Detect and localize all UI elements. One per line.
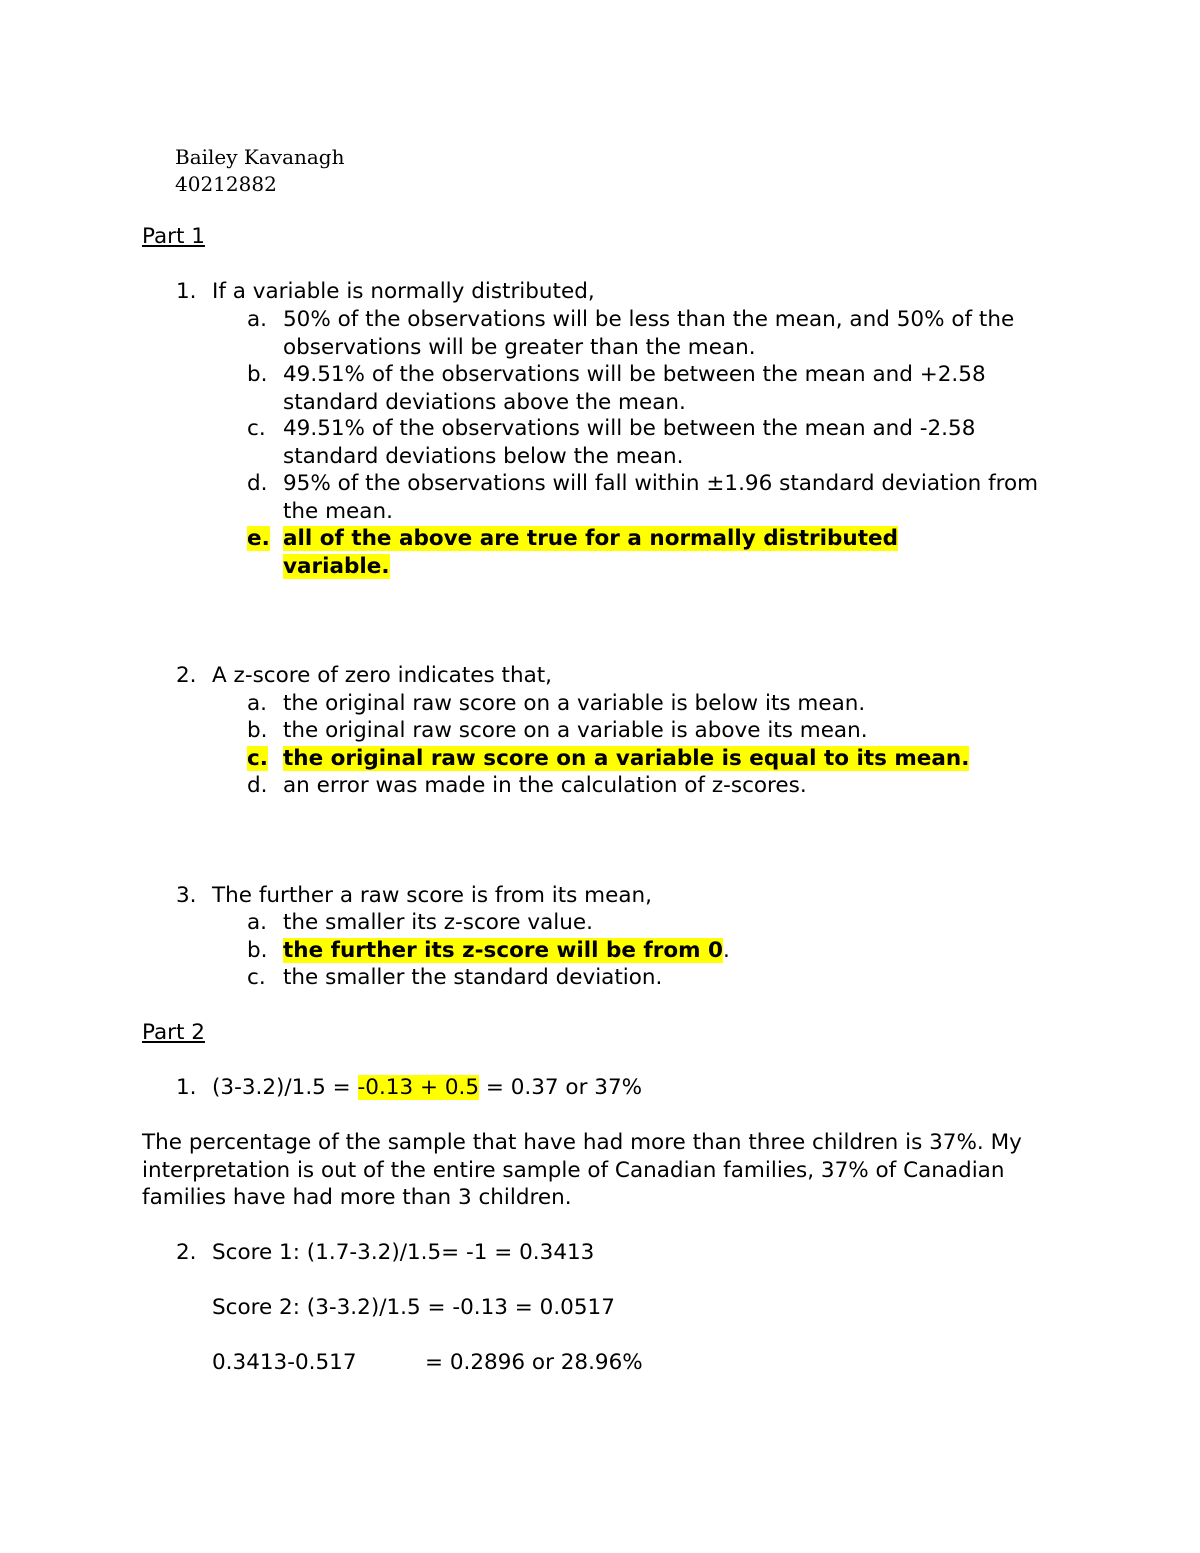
p2-interpretation: The percentage of the sample that have had more than three children is 37%. My interpretation is out of the entire sample of Canadian families, 37% of Canadian families have had more than 3 children.: [142, 1130, 1022, 1210]
p1-q3-option-text: the smaller the standard deviation.: [283, 965, 663, 990]
p1-q3-option-letter: c.: [247, 965, 266, 990]
p1-q2-number: 2.: [176, 663, 197, 688]
p1-q3-option-letter: a.: [247, 910, 268, 935]
p1-q2-option-letter: b.: [247, 718, 268, 743]
p1-q1-option-text: 49.51% of the observations will be between the mean and +2.58 standard deviations above the mean.: [283, 362, 986, 415]
p1-q3-number: 3.: [176, 883, 197, 908]
p1-q2-stem: A z-score of zero indicates that,: [212, 663, 553, 688]
p1-q2-answer-text: the original raw score on a variable is equal to its mean.: [283, 746, 970, 771]
p1-q1-stem: If a variable is normally distributed,: [212, 279, 595, 304]
p1-q1-option-letter: a.: [247, 307, 268, 332]
author-name: Bailey Kavanagh: [175, 145, 345, 169]
p1-q1-number: 1.: [176, 279, 197, 304]
p2-q2-difference-left: 0.3413-0.517: [212, 1350, 357, 1375]
p1-q1-option-letter: d.: [247, 471, 268, 496]
p1-q2-option-text: the original raw score on a variable is above its mean.: [283, 718, 868, 743]
p2-q2-difference-right: = 0.2896 or 28.96%: [425, 1350, 643, 1375]
student-id: 40212882: [175, 172, 277, 196]
part1-heading: Part 1: [142, 224, 205, 249]
p1-q1-option-text: 50% of the observations will be less than the mean, and 50% of the observations will be greater than the mean.: [283, 307, 1015, 360]
p1-q1-answer-letter: e.: [247, 526, 270, 551]
p2-q2-score2: Score 2: (3-3.2)/1.5 = -0.13 = 0.0517: [212, 1295, 615, 1320]
p1-q3-answer-text: the further its z-score will be from 0.: [283, 938, 730, 963]
p1-q1-option-text: 49.51% of the observations will be between the mean and -2.58 standard deviations below the mean.: [283, 416, 976, 469]
p1-q2-answer-letter: c.: [247, 746, 268, 771]
part2-heading: Part 2: [142, 1020, 205, 1045]
p1-q1-option-text: 95% of the observations will fall within ±1.96 standard deviation from the mean.: [283, 471, 1039, 524]
p1-q2-option-text: an error was made in the calculation of z-scores.: [283, 773, 807, 798]
p1-q1-option-letter: b.: [247, 362, 268, 387]
p2-q1-number: 1.: [176, 1075, 197, 1100]
p2-q1-calculation: (3-3.2)/1.5 = -0.13 + 0.5 = 0.37 or 37%: [212, 1075, 643, 1100]
p1-q3-option-text: the smaller its z-score value.: [283, 910, 593, 935]
p1-q2-option-letter: d.: [247, 773, 268, 798]
p1-q2-option-letter: a.: [247, 691, 268, 716]
p2-q2-number: 2.: [176, 1240, 197, 1265]
p2-q2-score1: Score 1: (1.7-3.2)/1.5= -1 = 0.3413: [212, 1240, 595, 1265]
p1-q3-option-letter: b.: [247, 938, 268, 963]
p1-q1-answer-text: all of the above are true for a normally distributed variable.: [283, 526, 898, 579]
p1-q3-stem: The further a raw score is from its mean,: [212, 883, 652, 908]
p1-q1-option-letter: c.: [247, 416, 266, 441]
p1-q2-option-text: the original raw score on a variable is below its mean.: [283, 691, 866, 716]
